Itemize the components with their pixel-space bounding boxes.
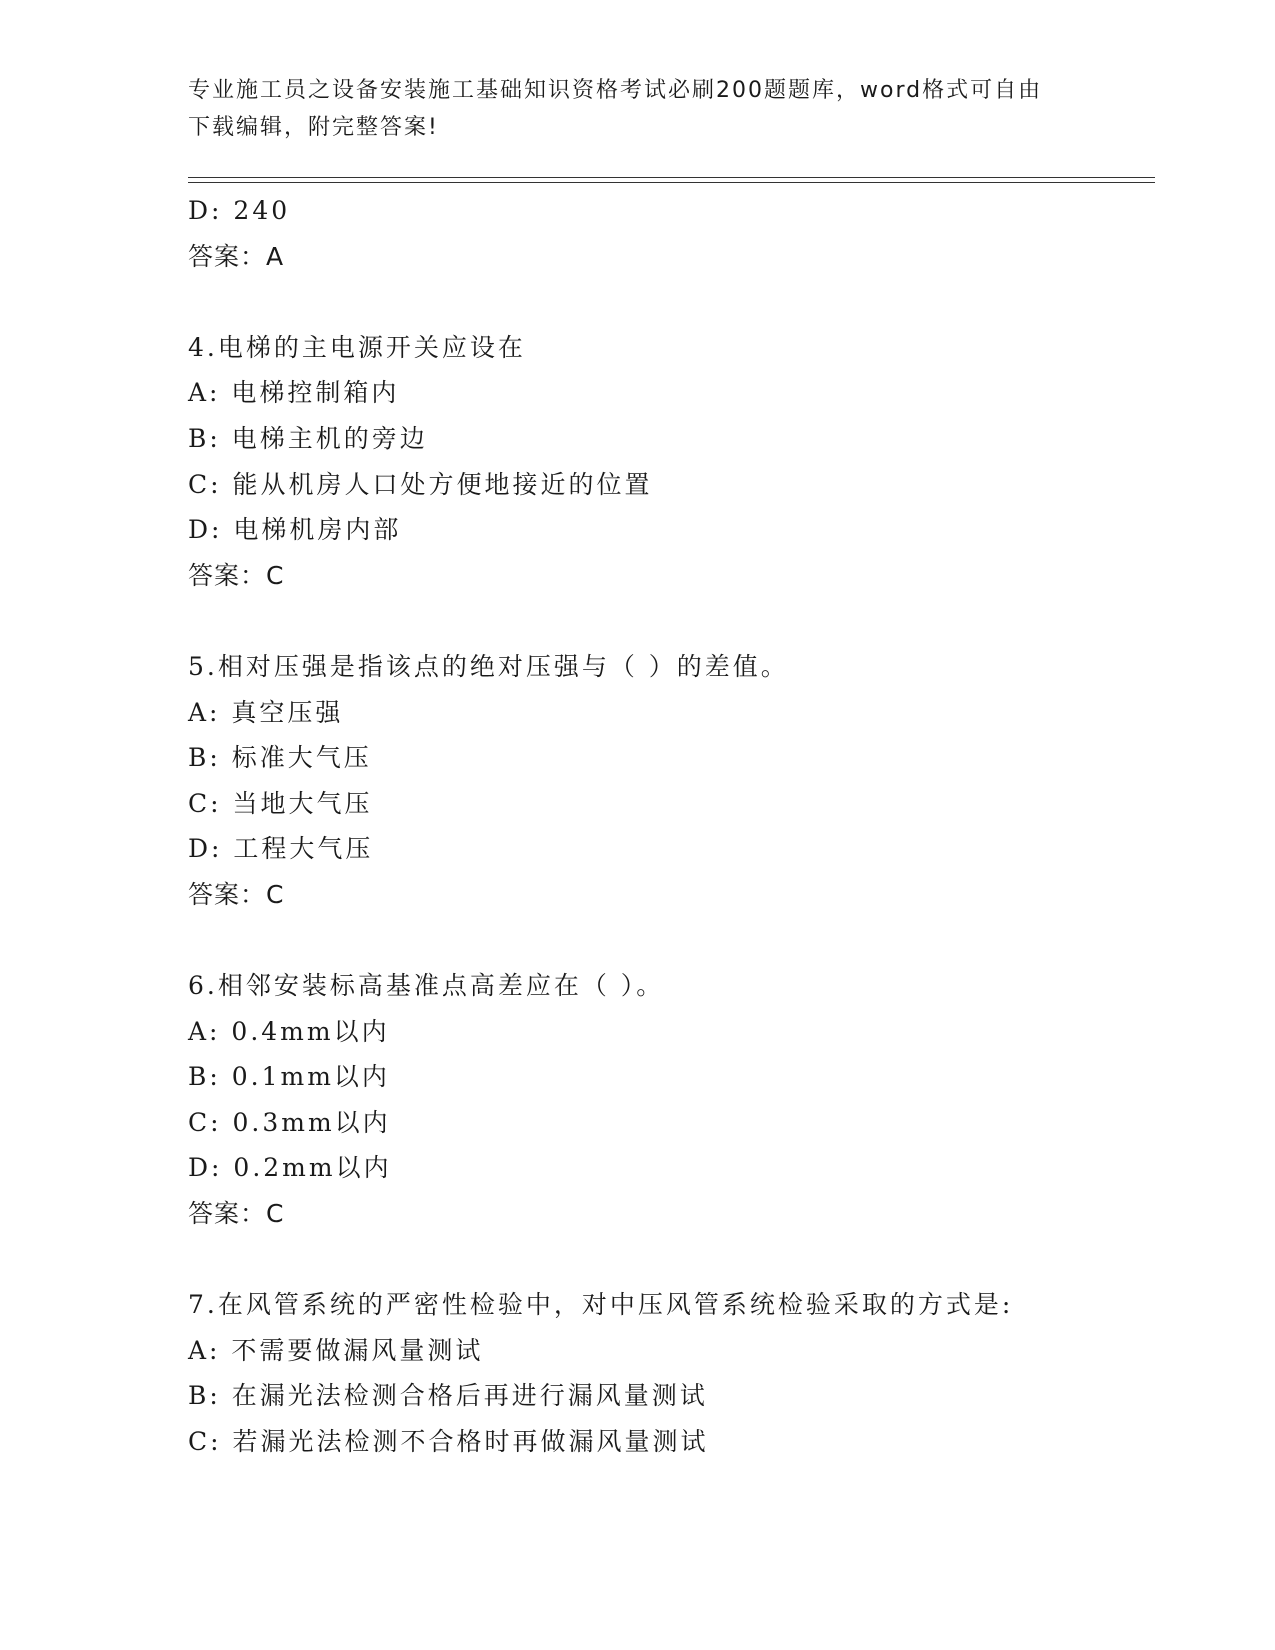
header-rule-bottom (188, 182, 1155, 183)
spacer (188, 1237, 1148, 1283)
answer: 答案：A (188, 241, 285, 271)
question-text: 4.电梯的主电源开关应设在 (188, 332, 526, 362)
option-b: B: 在漏光法检测合格后再进行漏风量测试 (188, 1381, 708, 1411)
option-a: A: 电梯控制箱内 (188, 378, 400, 408)
document-header (188, 72, 1088, 146)
spacer (188, 598, 1148, 644)
header-rule-top (188, 177, 1155, 178)
question-6 (188, 963, 1148, 1237)
option-b: B: 0.1mm以内 (188, 1062, 390, 1092)
spacer (188, 918, 1148, 964)
question-7 (188, 1282, 1148, 1464)
option-d: D: 240 (188, 196, 291, 225)
option-b: B: 标准大气压 (188, 743, 372, 773)
option-a: A: 0.4mm以内 (188, 1016, 390, 1046)
option-c: C: 能从机房人口处方便地接近的位置 (188, 469, 653, 499)
option-a: A: 不需要做漏风量测试 (188, 1335, 484, 1365)
answer: 答案：C (188, 1199, 285, 1229)
question-5 (188, 644, 1148, 918)
option-c: C: 当地大气压 (188, 788, 373, 818)
header-line-2: 下载编辑，附完整答案! (188, 115, 439, 140)
answer: 答案：C (188, 560, 285, 590)
option-d: D: 电梯机房内部 (188, 515, 402, 545)
option-d: D: 工程大气压 (188, 834, 374, 864)
option-a: A: 真空压强 (188, 697, 344, 727)
question-list (188, 188, 1148, 1465)
option-d: D: 0.2mm以内 (188, 1153, 392, 1183)
question-3-tail (188, 188, 1148, 279)
question-text: 5.相对压强是指该点的绝对压强与（ ）的差值。 (188, 651, 789, 681)
question-text: 6.相邻安装标高基准点高差应在（ ）。 (188, 971, 665, 1001)
header-line-1: 专业施工员之设备安装施工基础知识资格考试必刷200题题库，word格式可自由 (188, 78, 1043, 103)
option-b: B: 电梯主机的旁边 (188, 423, 428, 453)
answer: 答案：C (188, 879, 285, 909)
option-c: C: 0.3mm以内 (188, 1107, 391, 1137)
question-4 (188, 325, 1148, 599)
option-c: C: 若漏光法检测不合格时再做漏风量测试 (188, 1427, 709, 1457)
question-text: 7.在风管系统的严密性检验中，对中压风管系统检验采取的方式是: (188, 1290, 1014, 1320)
spacer (188, 279, 1148, 325)
